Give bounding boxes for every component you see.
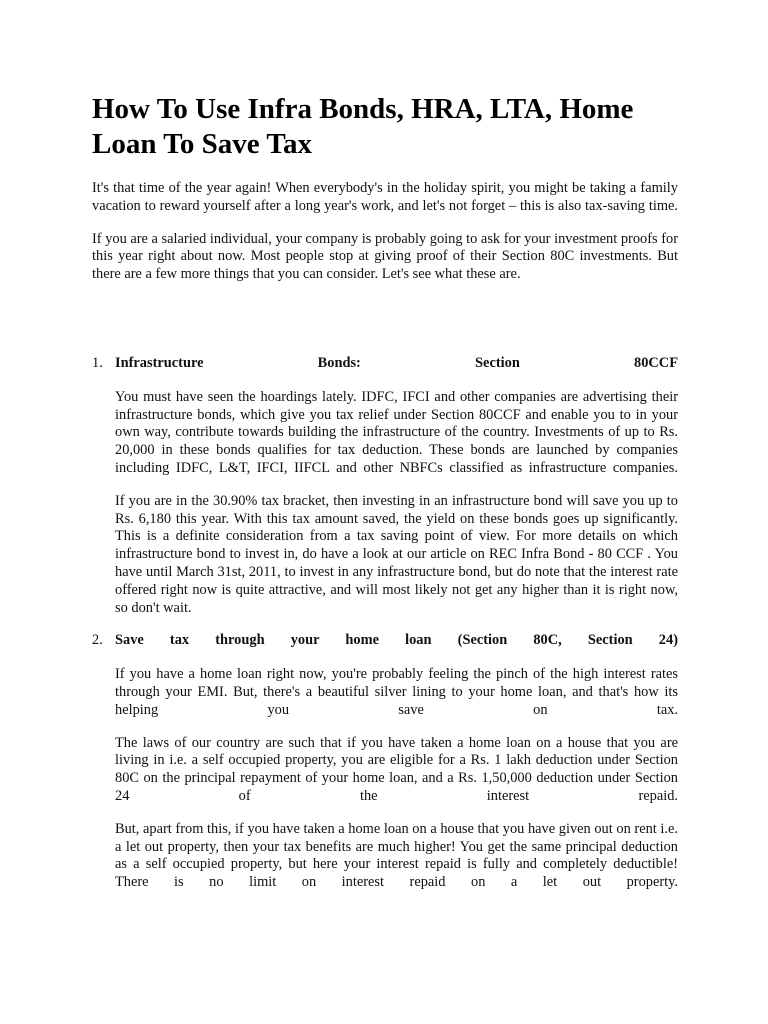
section-list [92, 355, 678, 892]
section-paragraph: But, apart from this, if you have taken a home loan on a house that you have given out on rent i.e. a let out property, then your tax benefits are much higher! You get the same principal deduction as a self occupied property, but here your interest repaid is fully and completely deductible! There is no limit on interest repaid on a let out property. [115, 820, 678, 891]
section-paragraph: The laws of our country are such that if you have taken a home loan on a house that you are living in i.e. a self occupied property, you are eligible for a Rs. 1 lakh deduction under Section 80C on the principal repayment of your home loan, and a Rs. 1,50,000 deduction under Section 24 of the interest repaid. [115, 734, 678, 804]
section-paragraph: If you are in the 30.90% tax bracket, then investing in an infrastructure bond will save you up to Rs. 6,180 this year. With this tax amount saved, the yield on these bonds goes up significantly. This is a definite consideration from a tax saving point of view. For more details on which infrastructure bond to invest in, do have a look at our article on REC Infra Bond - 80 CCF . You have until March 31st, 2011, to invest in any infrastructure bond, but do note that the interest rate offered right now is quite attractive, and will most likely not get any higher than it is right now, so don't wait. [115, 492, 678, 616]
section-home-loan [92, 632, 678, 892]
intro-paragraph-1: It's that time of the year again! When everybody's in the holiday spirit, you might be taking a family vacation to reward yourself after a long year's work, and let's not forget – this is also tax-saving time. [92, 180, 678, 214]
section-paragraph: If you have a home loan right now, you're probably feeling the pinch of the high interest rates through your EMI. But, there's a beautiful silver lining to your home loan, and that's how its helping you save on tax. [115, 666, 678, 718]
document-title: How To Use Infra Bonds, HRA, LTA, Home Loan To Save Tax [92, 93, 634, 160]
section-infrastructure-bonds [92, 355, 678, 617]
section-number: 2. [92, 632, 103, 649]
section-number: 1. [92, 354, 103, 371]
section-paragraph: You must have seen the hoardings lately. IDFC, IFCI and other companies are advertising their infrastructure bonds, which give you tax relief under Section 80CCF and enable you to in your own way, contribute towards building the infrastructure of the country. Investments of up to Rs. 20,000 in these bonds qualifies for tax deduction. These bonds are launched by companies including IDFC, L&T, IFCI, IIFCL and other NBFCs classified as infrastructure companies. [115, 388, 678, 476]
intro-paragraph-2: If you are a salaried individual, your company is probably going to ask for your investment proofs for this year right about now. Most people stop at giving proof of their Section 80C investments. But there are a few more things that you can consider. Let's see what these are. [92, 230, 678, 283]
section-heading: Save tax through your home loan (Section 80C, Section 24) [115, 632, 678, 649]
section-spacer [92, 299, 678, 355]
section-heading: Infrastructure Bonds: Section 80CCF [115, 354, 678, 371]
